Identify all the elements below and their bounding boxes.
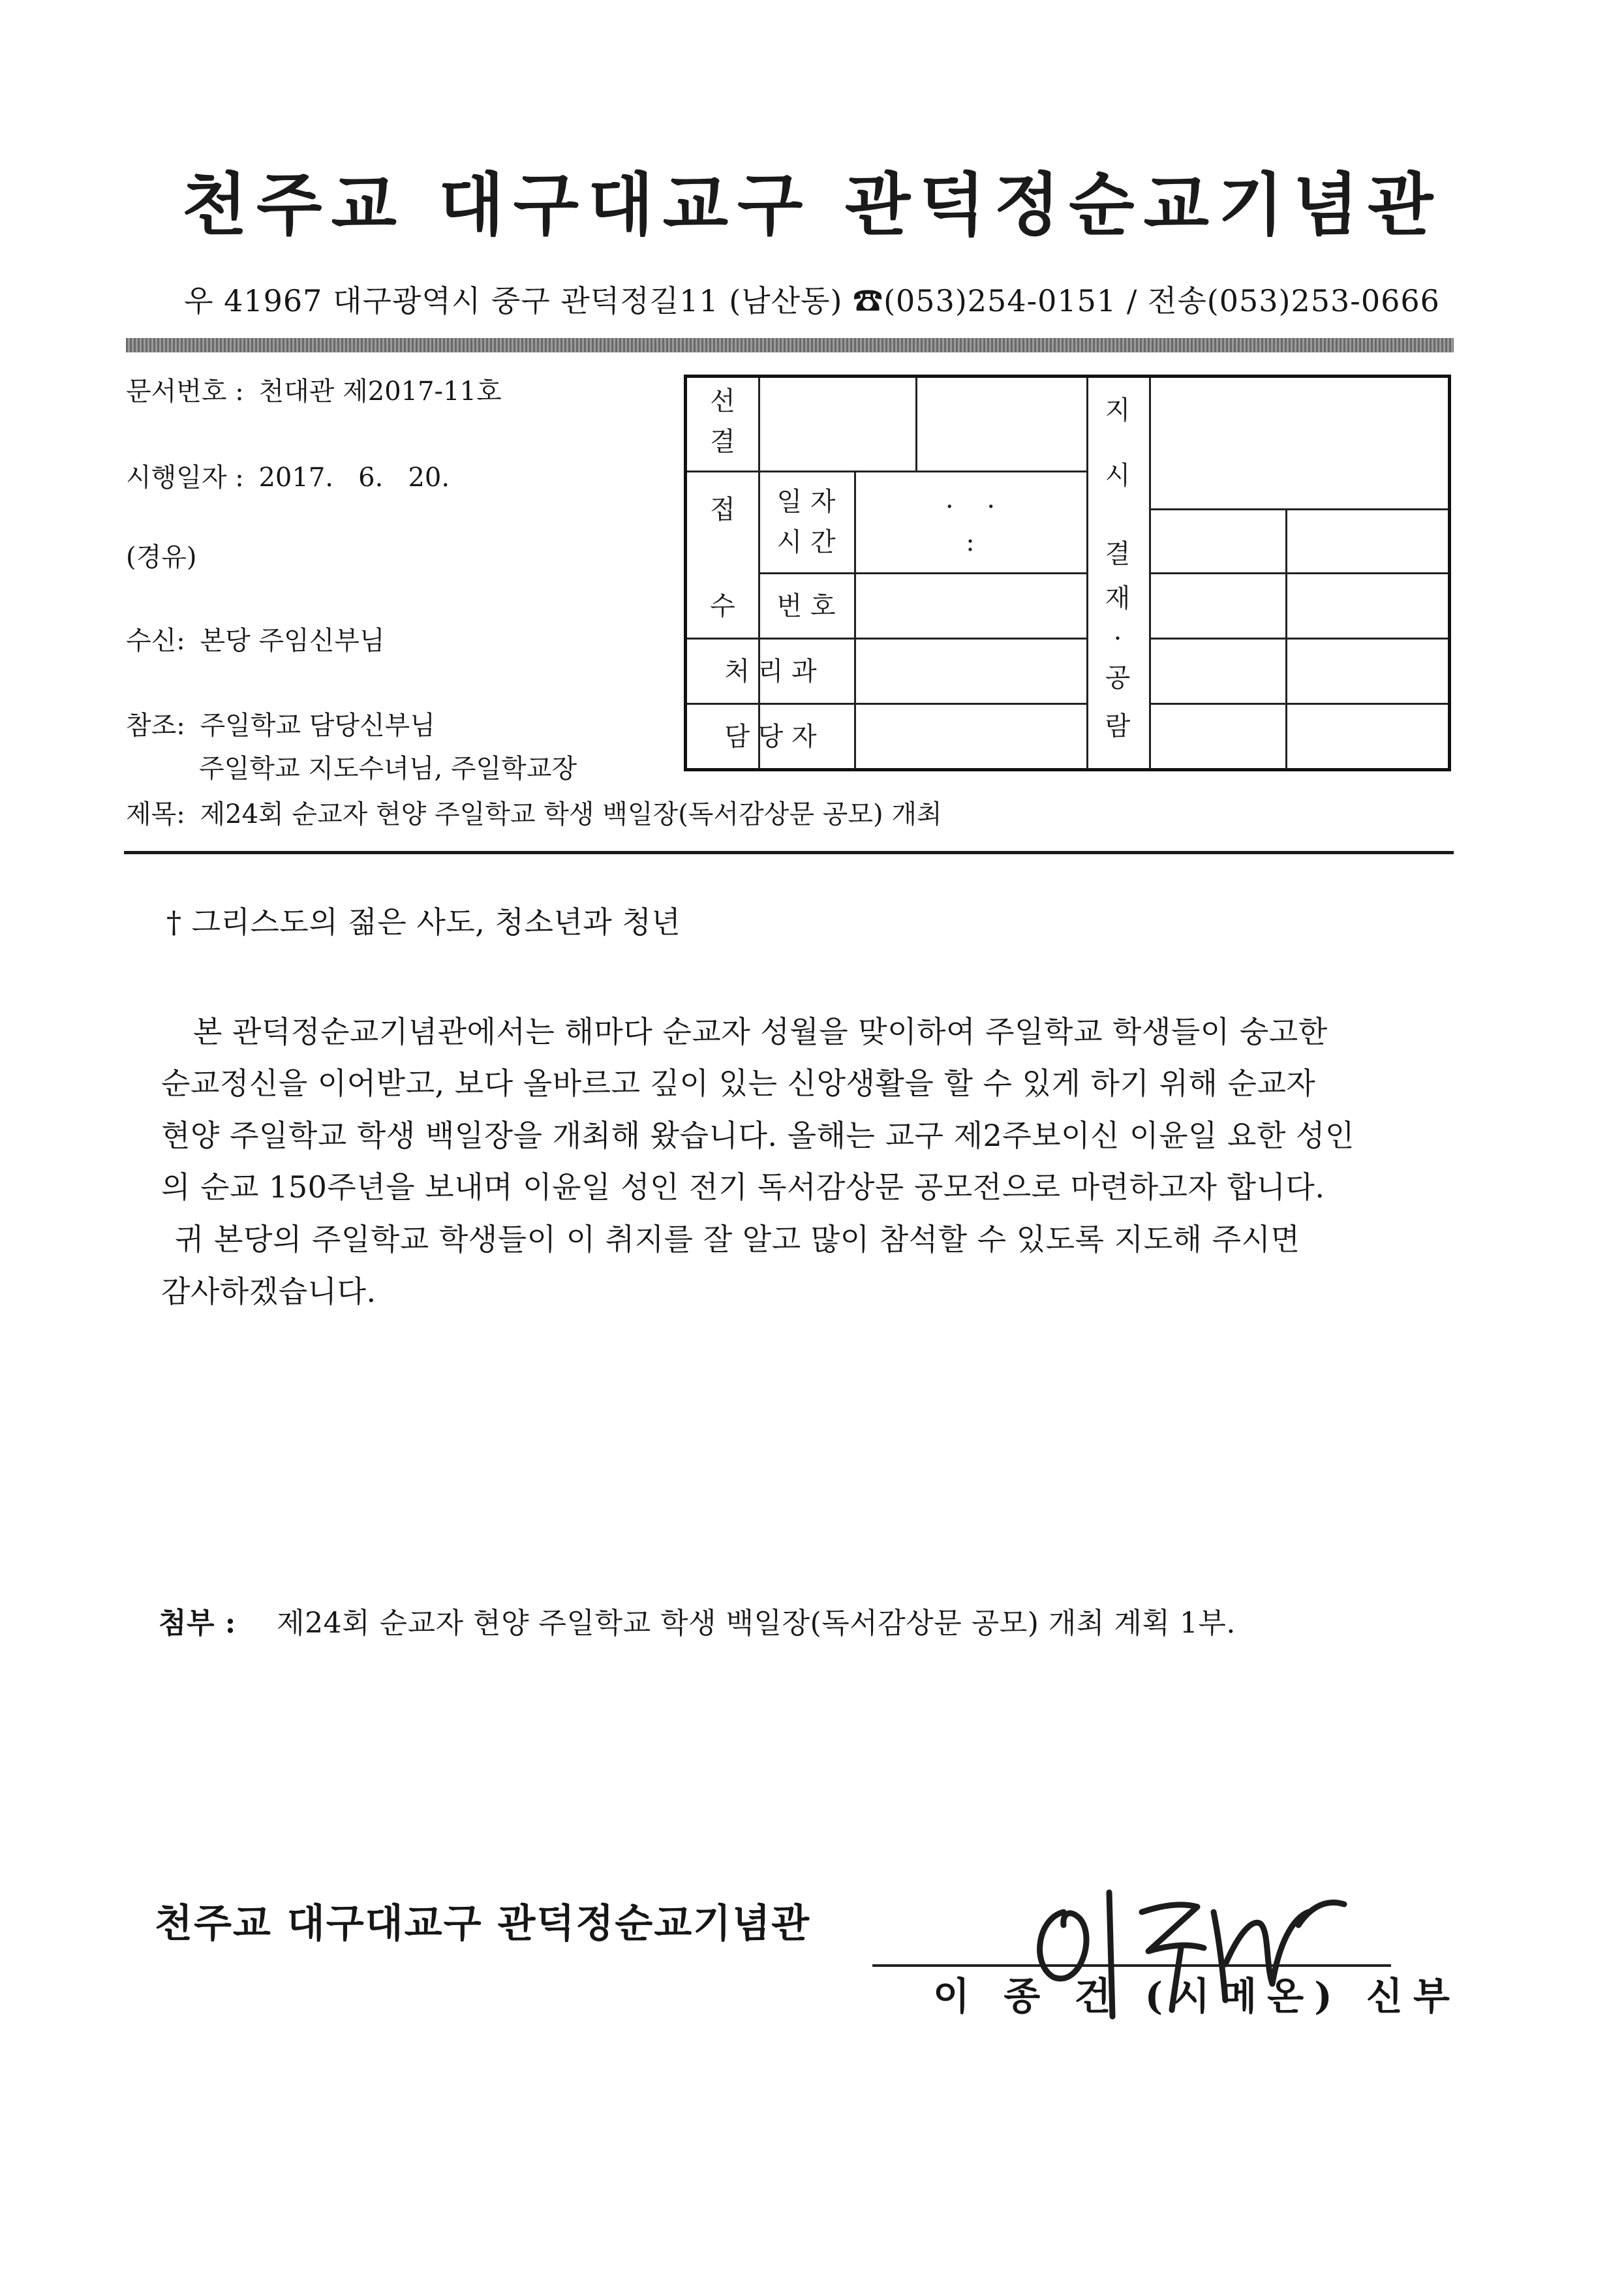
label-date: 일 자 bbox=[776, 487, 836, 517]
subject-divider bbox=[124, 851, 1454, 854]
body-line-2: 순교정신을 이어받고, 보다 올바르고 깊이 있는 신앙생활을 할 수 있게 하기 위해 순교자 bbox=[161, 1066, 1316, 1101]
issue-date-label: 시행일자 : bbox=[126, 463, 244, 493]
doc-number-label: 문서번호 : bbox=[126, 377, 244, 407]
label-number: 번 호 bbox=[776, 591, 836, 621]
label-seon: 선 bbox=[710, 386, 735, 416]
header-divider-bar bbox=[126, 338, 1454, 352]
approval-box bbox=[684, 375, 1451, 771]
via-label: (경유) bbox=[126, 542, 197, 572]
organization-address: 우 41967 대구광역시 중구 관덕정길11 (남산동) ☎(053)254-0151 / 전송(053)253-0666 bbox=[184, 283, 1440, 318]
body-line-6: 감사하겠습니다. bbox=[161, 1274, 376, 1309]
label-jeop: 접 bbox=[710, 495, 735, 525]
label-jae: 재 bbox=[1105, 583, 1131, 613]
receipt-date-value: . . bbox=[945, 484, 996, 514]
doc-number-value: 천대관 제2017-11호 bbox=[258, 377, 502, 407]
organization-title: 천주교 대구대교구 관덕정순교기념관 bbox=[181, 165, 1443, 245]
body-line-4: 의 순교 150주년을 보내며 이윤일 성인 전기 독서감상문 공모전으로 마련하고자 합니다. bbox=[161, 1169, 1325, 1205]
attachment-label: 첨부 : bbox=[159, 1607, 236, 1640]
recipient-value: 본당 주임신부님 bbox=[200, 626, 385, 656]
subject-value: 제24회 순교자 현양 주일학교 학생 백일장(독서감상문 공모) 개최 bbox=[200, 799, 942, 829]
label-processing-dept: 처 리 과 bbox=[724, 656, 817, 687]
reference-label: 참조: bbox=[126, 711, 185, 741]
recipient bbox=[126, 628, 385, 654]
label-dot: · bbox=[1113, 624, 1122, 654]
reference bbox=[126, 713, 435, 739]
greeting: † 그리스도의 젊은 사도, 청소년과 청년 bbox=[166, 904, 681, 940]
label-gyeol: 결 bbox=[710, 427, 735, 457]
body-line-3: 현양 주일학교 학생 백일장을 개최해 왔습니다. 올해는 교구 제2주보이신 이윤일 요한 성인 bbox=[161, 1118, 1355, 1153]
receipt-time-value: : bbox=[966, 527, 975, 557]
attachment bbox=[159, 1609, 1236, 1638]
label-gong: 공 bbox=[1105, 663, 1131, 693]
reference-line-2: 주일학교 지도수녀님, 주일학교장 bbox=[199, 754, 577, 784]
subject bbox=[126, 801, 942, 827]
label-su: 수 bbox=[710, 591, 735, 621]
issue-date-value: 2017. 6. 20. bbox=[258, 463, 450, 493]
label-ji: 지 bbox=[1105, 395, 1131, 425]
handwritten-signature bbox=[1018, 1866, 1357, 2023]
signatory-name: 이 종 건 (시메온) 신부 bbox=[933, 1974, 1460, 2018]
signature-organization: 천주교 대구대교구 관덕정순교기념관 bbox=[155, 1901, 811, 1947]
recipient-label: 수신: bbox=[126, 626, 185, 656]
label-ram: 람 bbox=[1105, 711, 1131, 741]
label-time: 시 간 bbox=[776, 527, 836, 557]
reference-line-1: 주일학교 담당신부님 bbox=[200, 711, 435, 741]
body-line-5: 귀 본당의 주일학교 학생들이 이 취지를 잘 알고 많이 참석할 수 있도록 지도해 주시면 bbox=[175, 1222, 1300, 1257]
label-si: 시 bbox=[1105, 461, 1131, 491]
attachment-value: 제24회 순교자 현양 주일학교 학생 백일장(독서감상문 공모) 개최 계획 1부. bbox=[277, 1607, 1236, 1640]
subject-label: 제목: bbox=[126, 799, 185, 829]
label-gyeol-2: 결 bbox=[1105, 539, 1131, 569]
issue-date bbox=[126, 465, 450, 491]
label-person-in-charge: 담 당 자 bbox=[724, 722, 817, 752]
doc-number bbox=[126, 378, 502, 405]
body-line-1: 본 관덕정순교기념관에서는 해마다 순교자 성월을 맞이하여 주일학교 학생들이 숭고한 bbox=[193, 1014, 1328, 1049]
